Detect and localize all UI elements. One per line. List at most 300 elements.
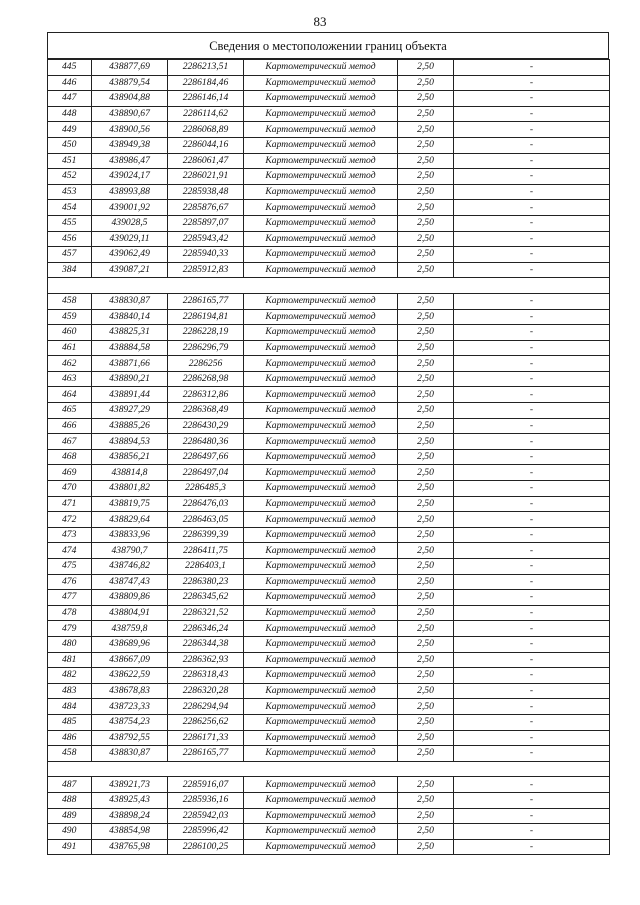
y-coordinate-cell: 2286068,89 <box>168 122 244 138</box>
accuracy-cell: 2,50 <box>398 153 454 169</box>
point-number-cell: 482 <box>48 668 92 684</box>
y-coordinate-cell: 2286318,43 <box>168 668 244 684</box>
description-cell: - <box>454 527 610 543</box>
description-cell: - <box>454 621 610 637</box>
method-cell: Картометрический метод <box>244 746 398 762</box>
method-cell: Картометрический метод <box>244 496 398 512</box>
y-coordinate-cell: 2286294,94 <box>168 699 244 715</box>
x-coordinate-cell: 438746,82 <box>92 559 168 575</box>
table-row <box>48 169 610 185</box>
description-cell: - <box>454 543 610 559</box>
description-cell: - <box>454 683 610 699</box>
point-number-cell: 459 <box>48 309 92 325</box>
point-number-cell: 478 <box>48 605 92 621</box>
table-row <box>48 387 610 403</box>
x-coordinate-cell: 438765,98 <box>92 839 168 855</box>
description-cell: - <box>454 792 610 808</box>
description-cell: - <box>454 699 610 715</box>
accuracy-cell: 2,50 <box>398 481 454 497</box>
method-cell: Картометрический метод <box>244 481 398 497</box>
y-coordinate-cell: 2285897,07 <box>168 215 244 231</box>
accuracy-cell: 2,50 <box>398 746 454 762</box>
description-cell: - <box>454 403 610 419</box>
method-cell: Картометрический метод <box>244 777 398 793</box>
table-row <box>48 699 610 715</box>
point-number-cell: 480 <box>48 636 92 652</box>
description-cell: - <box>454 714 610 730</box>
description-cell: - <box>454 839 610 855</box>
accuracy-cell: 2,50 <box>398 668 454 684</box>
method-cell: Картометрический метод <box>244 106 398 122</box>
accuracy-cell: 2,50 <box>398 699 454 715</box>
description-cell: - <box>454 434 610 450</box>
accuracy-cell: 2,50 <box>398 215 454 231</box>
y-coordinate-cell: 2286165,77 <box>168 293 244 309</box>
point-number-cell: 451 <box>48 153 92 169</box>
x-coordinate-cell: 438904,88 <box>92 91 168 107</box>
method-cell: Картометрический метод <box>244 714 398 730</box>
method-cell: Картометрический метод <box>244 200 398 216</box>
point-number-cell: 384 <box>48 262 92 278</box>
accuracy-cell: 2,50 <box>398 418 454 434</box>
description-cell: - <box>454 325 610 341</box>
description-cell: - <box>454 636 610 652</box>
description-cell: - <box>454 449 610 465</box>
point-number-cell: 463 <box>48 371 92 387</box>
x-coordinate-cell: 438891,44 <box>92 387 168 403</box>
x-coordinate-cell: 438856,21 <box>92 449 168 465</box>
point-number-cell: 474 <box>48 543 92 559</box>
description-cell: - <box>454 262 610 278</box>
accuracy-cell: 2,50 <box>398 621 454 637</box>
accuracy-cell: 2,50 <box>398 777 454 793</box>
y-coordinate-cell: 2285916,07 <box>168 777 244 793</box>
description-cell: - <box>454 137 610 153</box>
y-coordinate-cell: 2286213,51 <box>168 60 244 76</box>
point-number-cell: 487 <box>48 777 92 793</box>
point-number-cell: 447 <box>48 91 92 107</box>
description-cell: - <box>454 387 610 403</box>
group-separator-row <box>48 761 610 777</box>
description-cell: - <box>454 512 610 528</box>
x-coordinate-cell: 438804,91 <box>92 605 168 621</box>
method-cell: Картометрический метод <box>244 621 398 637</box>
point-number-cell: 462 <box>48 356 92 372</box>
method-cell: Картометрический метод <box>244 122 398 138</box>
description-cell: - <box>454 340 610 356</box>
y-coordinate-cell: 2286256 <box>168 356 244 372</box>
y-coordinate-cell: 2286497,66 <box>168 449 244 465</box>
table-row <box>48 668 610 684</box>
table-row <box>48 621 610 637</box>
description-cell: - <box>454 746 610 762</box>
point-number-cell: 483 <box>48 683 92 699</box>
method-cell: Картометрический метод <box>244 730 398 746</box>
x-coordinate-cell: 438879,54 <box>92 75 168 91</box>
table-row <box>48 91 610 107</box>
point-number-cell: 477 <box>48 590 92 606</box>
accuracy-cell: 2,50 <box>398 636 454 652</box>
y-coordinate-cell: 2286296,79 <box>168 340 244 356</box>
method-cell: Картометрический метод <box>244 652 398 668</box>
y-coordinate-cell: 2286320,28 <box>168 683 244 699</box>
accuracy-cell: 2,50 <box>398 465 454 481</box>
table-row <box>48 730 610 746</box>
accuracy-cell: 2,50 <box>398 574 454 590</box>
method-cell: Картометрический метод <box>244 340 398 356</box>
point-number-cell: 453 <box>48 184 92 200</box>
description-cell: - <box>454 496 610 512</box>
accuracy-cell: 2,50 <box>398 605 454 621</box>
x-coordinate-cell: 438894,53 <box>92 434 168 450</box>
x-coordinate-cell: 438840,14 <box>92 309 168 325</box>
x-coordinate-cell: 438986,47 <box>92 153 168 169</box>
accuracy-cell: 2,50 <box>398 340 454 356</box>
method-cell: Картометрический метод <box>244 309 398 325</box>
point-number-cell: 468 <box>48 449 92 465</box>
description-cell: - <box>454 824 610 840</box>
table-row <box>48 60 610 76</box>
accuracy-cell: 2,50 <box>398 247 454 263</box>
description-cell: - <box>454 247 610 263</box>
x-coordinate-cell: 438829,64 <box>92 512 168 528</box>
table-row <box>48 605 610 621</box>
y-coordinate-cell: 2286480,36 <box>168 434 244 450</box>
y-coordinate-cell: 2286346,24 <box>168 621 244 637</box>
description-cell: - <box>454 465 610 481</box>
point-number-cell: 461 <box>48 340 92 356</box>
table-row <box>48 200 610 216</box>
accuracy-cell: 2,50 <box>398 824 454 840</box>
method-cell: Картометрический метод <box>244 839 398 855</box>
y-coordinate-cell: 2285938,48 <box>168 184 244 200</box>
description-cell: - <box>454 309 610 325</box>
description-cell: - <box>454 590 610 606</box>
method-cell: Картометрический метод <box>244 247 398 263</box>
method-cell: Картометрический метод <box>244 512 398 528</box>
table-row <box>48 824 610 840</box>
method-cell: Картометрический метод <box>244 215 398 231</box>
accuracy-cell: 2,50 <box>398 387 454 403</box>
accuracy-cell: 2,50 <box>398 590 454 606</box>
table-row <box>48 792 610 808</box>
method-cell: Картометрический метод <box>244 574 398 590</box>
method-cell: Картометрический метод <box>244 559 398 575</box>
x-coordinate-cell: 438747,43 <box>92 574 168 590</box>
point-number-cell: 490 <box>48 824 92 840</box>
y-coordinate-cell: 2286430,29 <box>168 418 244 434</box>
method-cell: Картометрический метод <box>244 808 398 824</box>
table-row <box>48 777 610 793</box>
method-cell: Картометрический метод <box>244 137 398 153</box>
point-number-cell: 445 <box>48 60 92 76</box>
accuracy-cell: 2,50 <box>398 309 454 325</box>
x-coordinate-cell: 438830,87 <box>92 293 168 309</box>
table-row <box>48 746 610 762</box>
y-coordinate-cell: 2286165,77 <box>168 746 244 762</box>
point-number-cell: 467 <box>48 434 92 450</box>
table-row <box>48 371 610 387</box>
y-coordinate-cell: 2285940,33 <box>168 247 244 263</box>
point-number-cell: 465 <box>48 403 92 419</box>
point-number-cell: 486 <box>48 730 92 746</box>
x-coordinate-cell: 438833,96 <box>92 527 168 543</box>
point-number-cell: 449 <box>48 122 92 138</box>
method-cell: Картометрический метод <box>244 60 398 76</box>
x-coordinate-cell: 438723,33 <box>92 699 168 715</box>
table-row <box>48 481 610 497</box>
description-cell: - <box>454 200 610 216</box>
x-coordinate-cell: 438927,29 <box>92 403 168 419</box>
table-row <box>48 137 610 153</box>
x-coordinate-cell: 439024,17 <box>92 169 168 185</box>
point-number-cell: 460 <box>48 325 92 341</box>
table-row <box>48 231 610 247</box>
point-number-cell: 452 <box>48 169 92 185</box>
y-coordinate-cell: 2286268,98 <box>168 371 244 387</box>
description-cell: - <box>454 231 610 247</box>
table-row <box>48 75 610 91</box>
accuracy-cell: 2,50 <box>398 652 454 668</box>
y-coordinate-cell: 2286362,93 <box>168 652 244 668</box>
separator-cell <box>48 761 610 777</box>
x-coordinate-cell: 438884,58 <box>92 340 168 356</box>
accuracy-cell: 2,50 <box>398 839 454 855</box>
method-cell: Картометрический метод <box>244 169 398 185</box>
method-cell: Картометрический метод <box>244 527 398 543</box>
point-number-cell: 456 <box>48 231 92 247</box>
table-row <box>48 153 610 169</box>
x-coordinate-cell: 438792,55 <box>92 730 168 746</box>
accuracy-cell: 2,50 <box>398 371 454 387</box>
x-coordinate-cell: 438854,98 <box>92 824 168 840</box>
y-coordinate-cell: 2286368,49 <box>168 403 244 419</box>
x-coordinate-cell: 438678,83 <box>92 683 168 699</box>
y-coordinate-cell: 2286146,14 <box>168 91 244 107</box>
method-cell: Картометрический метод <box>244 293 398 309</box>
description-cell: - <box>454 106 610 122</box>
method-cell: Картометрический метод <box>244 75 398 91</box>
point-number-cell: 475 <box>48 559 92 575</box>
method-cell: Картометрический метод <box>244 91 398 107</box>
method-cell: Картометрический метод <box>244 465 398 481</box>
accuracy-cell: 2,50 <box>398 434 454 450</box>
table-row <box>48 465 610 481</box>
y-coordinate-cell: 2286344,38 <box>168 636 244 652</box>
method-cell: Картометрический метод <box>244 356 398 372</box>
accuracy-cell: 2,50 <box>398 106 454 122</box>
point-number-cell: 472 <box>48 512 92 528</box>
accuracy-cell: 2,50 <box>398 231 454 247</box>
y-coordinate-cell: 2285996,42 <box>168 824 244 840</box>
x-coordinate-cell: 438689,96 <box>92 636 168 652</box>
x-coordinate-cell: 439029,11 <box>92 231 168 247</box>
table-row <box>48 559 610 575</box>
y-coordinate-cell: 2286476,03 <box>168 496 244 512</box>
description-cell: - <box>454 91 610 107</box>
accuracy-cell: 2,50 <box>398 714 454 730</box>
table-row <box>48 683 610 699</box>
description-cell: - <box>454 418 610 434</box>
accuracy-cell: 2,50 <box>398 683 454 699</box>
point-number-cell: 481 <box>48 652 92 668</box>
method-cell: Картометрический метод <box>244 605 398 621</box>
accuracy-cell: 2,50 <box>398 730 454 746</box>
x-coordinate-cell: 438890,21 <box>92 371 168 387</box>
description-cell: - <box>454 75 610 91</box>
x-coordinate-cell: 438949,38 <box>92 137 168 153</box>
y-coordinate-cell: 2285936,16 <box>168 792 244 808</box>
description-cell: - <box>454 215 610 231</box>
y-coordinate-cell: 2286345,62 <box>168 590 244 606</box>
method-cell: Картометрический метод <box>244 590 398 606</box>
description-cell: - <box>454 668 610 684</box>
page-number: 83 <box>313 14 327 29</box>
accuracy-cell: 2,50 <box>398 792 454 808</box>
x-coordinate-cell: 438825,31 <box>92 325 168 341</box>
x-coordinate-cell: 438898,24 <box>92 808 168 824</box>
table-row <box>48 247 610 263</box>
method-cell: Картометрический метод <box>244 449 398 465</box>
description-cell: - <box>454 122 610 138</box>
table-row <box>48 512 610 528</box>
accuracy-cell: 2,50 <box>398 527 454 543</box>
accuracy-cell: 2,50 <box>398 403 454 419</box>
method-cell: Картометрический метод <box>244 792 398 808</box>
x-coordinate-cell: 438877,69 <box>92 60 168 76</box>
method-cell: Картометрический метод <box>244 403 398 419</box>
coordinates-table-body <box>48 60 610 855</box>
table-row <box>48 434 610 450</box>
description-cell: - <box>454 371 610 387</box>
accuracy-cell: 2,50 <box>398 808 454 824</box>
method-cell: Картометрический метод <box>244 231 398 247</box>
method-cell: Картометрический метод <box>244 371 398 387</box>
point-number-cell: 458 <box>48 293 92 309</box>
x-coordinate-cell: 438993,88 <box>92 184 168 200</box>
point-number-cell: 464 <box>48 387 92 403</box>
point-number-cell: 491 <box>48 839 92 855</box>
table-row <box>48 356 610 372</box>
method-cell: Картометрический метод <box>244 184 398 200</box>
description-cell: - <box>454 730 610 746</box>
table-row <box>48 652 610 668</box>
x-coordinate-cell: 438667,09 <box>92 652 168 668</box>
y-coordinate-cell: 2286380,23 <box>168 574 244 590</box>
method-cell: Картометрический метод <box>244 668 398 684</box>
accuracy-cell: 2,50 <box>398 184 454 200</box>
point-number-cell: 470 <box>48 481 92 497</box>
description-cell: - <box>454 60 610 76</box>
x-coordinate-cell: 438801,82 <box>92 481 168 497</box>
accuracy-cell: 2,50 <box>398 200 454 216</box>
description-cell: - <box>454 574 610 590</box>
description-cell: - <box>454 169 610 185</box>
point-number-cell: 455 <box>48 215 92 231</box>
table-row <box>48 839 610 855</box>
point-number-cell: 446 <box>48 75 92 91</box>
y-coordinate-cell: 2286411,75 <box>168 543 244 559</box>
y-coordinate-cell: 2285876,67 <box>168 200 244 216</box>
point-number-cell: 484 <box>48 699 92 715</box>
table-row <box>48 184 610 200</box>
y-coordinate-cell: 2285942,03 <box>168 808 244 824</box>
y-coordinate-cell: 2286044,16 <box>168 137 244 153</box>
accuracy-cell: 2,50 <box>398 356 454 372</box>
table-row <box>48 449 610 465</box>
accuracy-cell: 2,50 <box>398 449 454 465</box>
accuracy-cell: 2,50 <box>398 325 454 341</box>
table-row <box>48 496 610 512</box>
x-coordinate-cell: 438830,87 <box>92 746 168 762</box>
y-coordinate-cell: 2286184,46 <box>168 75 244 91</box>
y-coordinate-cell: 2286114,62 <box>168 106 244 122</box>
x-coordinate-cell: 438622,59 <box>92 668 168 684</box>
table-row <box>48 340 610 356</box>
point-number-cell: 457 <box>48 247 92 263</box>
method-cell: Картометрический метод <box>244 387 398 403</box>
accuracy-cell: 2,50 <box>398 169 454 185</box>
boundary-table-frame <box>47 32 609 855</box>
x-coordinate-cell: 439001,92 <box>92 200 168 216</box>
y-coordinate-cell: 2286021,91 <box>168 169 244 185</box>
accuracy-cell: 2,50 <box>398 543 454 559</box>
accuracy-cell: 2,50 <box>398 496 454 512</box>
method-cell: Картометрический метод <box>244 325 398 341</box>
point-number-cell: 458 <box>48 746 92 762</box>
table-row <box>48 543 610 559</box>
method-cell: Картометрический метод <box>244 434 398 450</box>
y-coordinate-cell: 2286321,52 <box>168 605 244 621</box>
x-coordinate-cell: 438819,75 <box>92 496 168 512</box>
table-row <box>48 309 610 325</box>
method-cell: Картометрический метод <box>244 699 398 715</box>
x-coordinate-cell: 438814,8 <box>92 465 168 481</box>
group-separator-row <box>48 278 610 294</box>
table-row <box>48 215 610 231</box>
point-number-cell: 479 <box>48 621 92 637</box>
method-cell: Картометрический метод <box>244 824 398 840</box>
y-coordinate-cell: 2286100,25 <box>168 839 244 855</box>
point-number-cell: 454 <box>48 200 92 216</box>
point-number-cell: 448 <box>48 106 92 122</box>
y-coordinate-cell: 2286485,3 <box>168 481 244 497</box>
x-coordinate-cell: 438921,73 <box>92 777 168 793</box>
description-cell: - <box>454 808 610 824</box>
accuracy-cell: 2,50 <box>398 75 454 91</box>
point-number-cell: 485 <box>48 714 92 730</box>
accuracy-cell: 2,50 <box>398 293 454 309</box>
description-cell: - <box>454 356 610 372</box>
y-coordinate-cell: 2286312,86 <box>168 387 244 403</box>
method-cell: Картометрический метод <box>244 418 398 434</box>
y-coordinate-cell: 2286256,62 <box>168 714 244 730</box>
table-row <box>48 808 610 824</box>
table-row <box>48 714 610 730</box>
accuracy-cell: 2,50 <box>398 512 454 528</box>
point-number-cell: 450 <box>48 137 92 153</box>
point-number-cell: 476 <box>48 574 92 590</box>
table-row <box>48 418 610 434</box>
y-coordinate-cell: 2286403,1 <box>168 559 244 575</box>
description-cell: - <box>454 481 610 497</box>
description-cell: - <box>454 559 610 575</box>
method-cell: Картометрический метод <box>244 683 398 699</box>
y-coordinate-cell: 2286061,47 <box>168 153 244 169</box>
x-coordinate-cell: 438925,43 <box>92 792 168 808</box>
point-number-cell: 488 <box>48 792 92 808</box>
x-coordinate-cell: 438759,8 <box>92 621 168 637</box>
